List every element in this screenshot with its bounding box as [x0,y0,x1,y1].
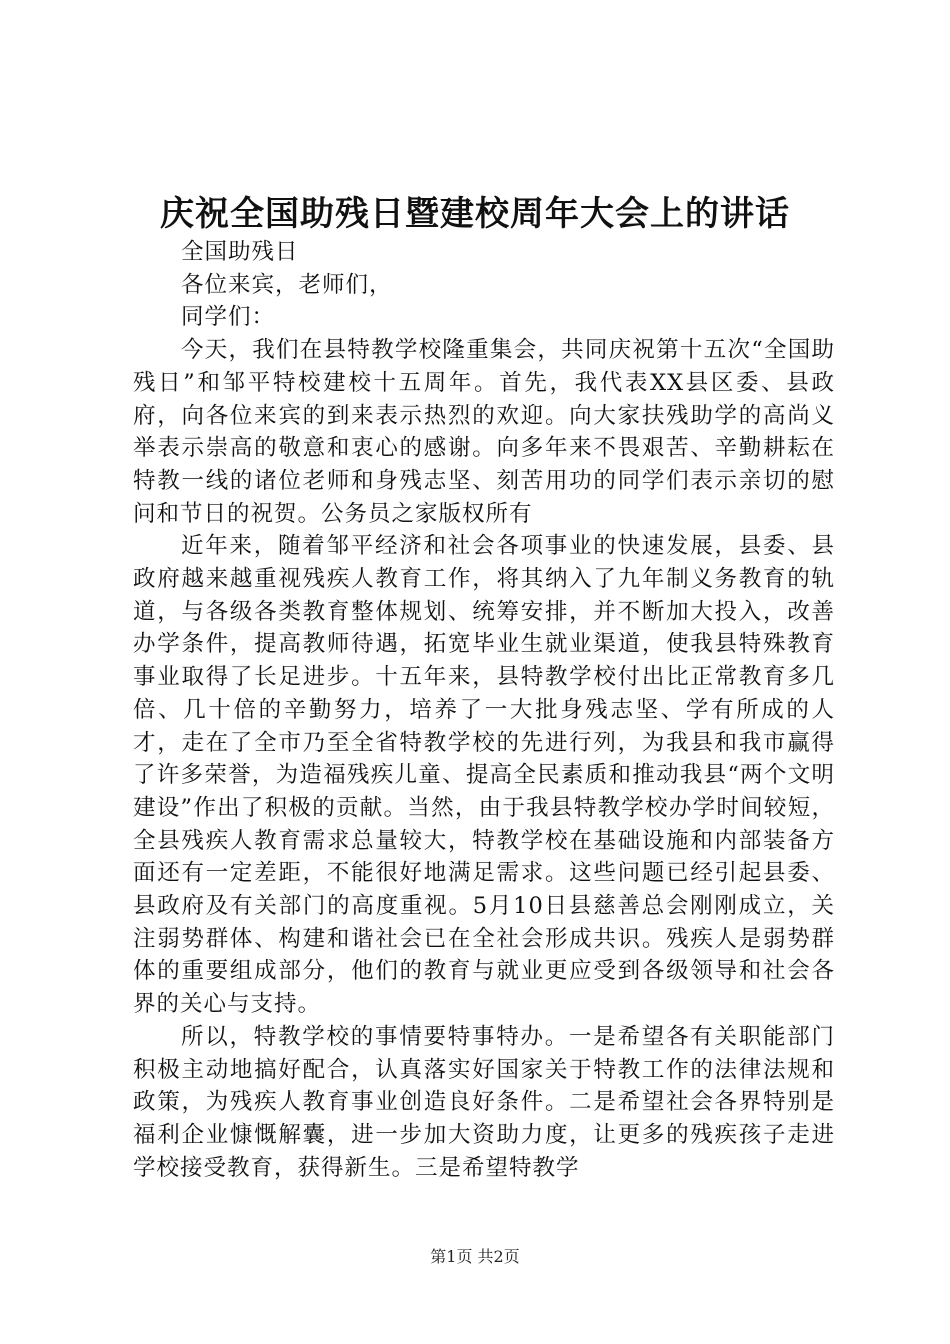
salutation-line-2: 同学们： [181,304,276,331]
document-body [133,236,835,1184]
paragraph-1: 今天，我们在县特教学校隆重集会，共同庆祝第十五次“全国助残日”和邹平特校建校十五周年。首先，我代表XX县区委、县政府，向各位来宾的到来表示热烈的欢迎。向大家扶残助学的高尚义举表示崇高的敬意和衷心的感谢。向多年来不畏艰苦、辛勤耕耘在特教一线的诸位老师和身残志坚、刻苦用功的同学们表示亲切的慰问和节日的祝贺。公务员之家版权所有 [133,337,835,527]
paragraph-3: 所以，特教学校的事情要特事特办。一是希望各有关职能部门积极主动地搞好配合，认真落实好国家关于特教工作的法律法规和政策，为残疾人教育事业创造良好条件。二是希望社会各界特别是福利企业慷慨解囊，进一步加大资助力度，让更多的残疾孩子走进学校接受教育，获得新生。三是希望特教学 [133,1023,835,1181]
salutation-line: 各位来宾，老师们， [181,271,393,298]
page-footer: 第1页 共2页 [430,1247,520,1266]
document-title: 庆祝全国助残日暨建校周年大会上的讲话 [160,194,790,234]
subtitle-line: 全国助残日 [181,239,299,265]
paragraph-2: 近年来，随着邹平经济和社会各项事业的快速发展，县委、县政府越来越重视残疾人教育工作，将其纳入了九年制义务教育的轨道，与各级各类教育整体规划、统筹安排，并不断加大投入，改善办学条件，提高教师待遇，拓宽毕业生就业渠道，使我县特殊教育事业取得了长足进步。十五年来，县特教学校付出比正常教育多几倍、几十倍的辛勤努力，培养了一大批身残志坚、学有所成的人才，走在了全市乃至全省特教学校的先进行列，为我县和我市赢得了许多荣誉，为造福残疾儿童、提高全民素质和推动我县“两个文明建设”作出了积极的贡献。当然，由于我县特教学校办学时间较短，全县残疾人教育需求总量较大，特教学校在基础设施和内部装备方面还有一定差距，不能很好地满足需求。这些问题已经引起县委、县政府及有关部门的高度重视。5月10日县慈善总会刚刚成立，关注弱势群体、构建和谐社会已在全社会形成共识。残疾人是弱势群体的重要组成部分，他们的教育与就业更应受到各级领导和社会各界的关心与支持。 [133,533,835,1018]
